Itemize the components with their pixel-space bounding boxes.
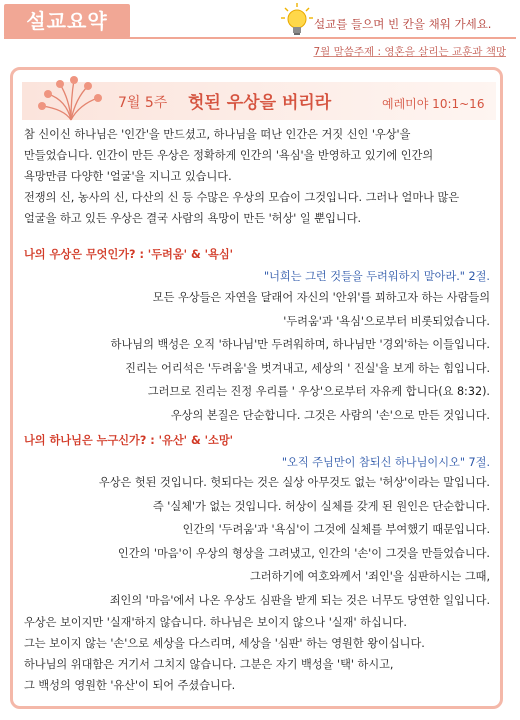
header-tab	[4, 4, 130, 38]
header-tab-label: 설교요약	[26, 9, 108, 33]
sermon-title: 헛된 우상을 버리라	[188, 93, 332, 113]
section1-body	[111, 286, 490, 427]
section1-line: '두려움'과 '욕심'으로부터 비롯되었습니다.	[283, 314, 490, 328]
section1-line: 그러므로 진리는 진정 우리를 ' 우상'으로부터 자유케 합니다(요 8:32).	[147, 385, 490, 398]
flower-icon	[30, 72, 112, 122]
section2-body	[99, 471, 490, 612]
section2-line: 인간의 '마음'이 우상의 형상을 그려냈고, 인간의 '손'이 그것을 만들었습니다.	[117, 546, 490, 560]
lightbulb-icon	[280, 2, 314, 38]
section2-line: 우상은 헛된 것입니다. 헛되다는 것은 실상 아무것도 없는 '허상'이라는 말입니다.	[98, 476, 490, 489]
section2-line: 그러하기에 여호와께서 '죄인'을 심판하시는 그때,	[249, 570, 490, 583]
header-tagline: 설교를 들으며 빈 칸을 채워 가세요.	[314, 17, 492, 31]
conclusion-line: 하나님의 위대함은 거기서 그치지 않습니다. 그분은 자기 백성을 '택' 하시고,	[24, 658, 394, 671]
conclusion-line: 우상은 보이지만 '실재'하지 않습니다. 하나님은 보이지 않으나 '실재' 하십니다.	[24, 616, 407, 629]
conclusion-line: 그 백성의 영원한 '유산'이 되어 주셨습니다.	[24, 679, 236, 692]
monthly-theme: 7월 말씀주제 : 영혼을 살리는 교훈과 책망	[313, 46, 506, 58]
section2-quote: "오직 주님만이 참되신 하나님이시오" 7절.	[281, 456, 490, 469]
section2-line: 인간의 '두려움'과 '욕심'이 그것에 실체를 부여했기 때문입니다.	[182, 523, 490, 536]
section1-line: 하나님의 백성은 오직 '하나님'만 두려워하며, 하나님만 '경외'하는 이들입니다.	[110, 338, 490, 351]
section1-quote: "너희는 그런 것들을 두려워하지 말아라." 2절.	[263, 270, 490, 283]
intro-line: 전쟁의 신, 농사의 신, 다산의 신 등 수많은 우상의 모습이 그것입니다. 그러나 얼마나 많은	[24, 191, 460, 204]
section1-line: 진리는 어리석은 '두려움'을 벗겨내고, 세상의 ' 진실'을 보게 하는 힘입니다.	[125, 361, 490, 375]
conclusion-paragraph	[24, 612, 500, 696]
intro-line: 만들었습니다. 인간이 만든 우상은 정확하게 인간의 '욕심'을 반영하고 있기에 인간의	[24, 149, 434, 162]
intro-line: 얼굴을 하고 있든 우상은 결국 사람의 욕망이 만든 '허상' 일 뿐입니다.	[24, 212, 362, 225]
intro-paragraph	[24, 124, 500, 229]
scripture-reference: 예레미야 10:1~16	[382, 97, 485, 111]
conclusion-line: 그는 보이지 않는 '손'으로 세상을 다스리며, 세상을 '심판' 하는 영원한 왕이십니다.	[24, 637, 425, 650]
section1-line: 모든 우상들은 자연을 달래어 자신의 '안위'를 꾀하고자 하는 사람들의	[152, 291, 490, 304]
header-divider	[4, 37, 516, 39]
section2-heading: 나의 하나님은 누구신가? : '유산' & '소망'	[24, 434, 234, 447]
section1-line: 우상의 본질은 단순합니다. 그것은 사람의 '손'으로 만든 것입니다.	[170, 408, 490, 422]
sermon-date: 7월 5주	[118, 95, 168, 111]
intro-line: 욕망만큼 다양한 '얼굴'을 지니고 있습니다.	[24, 170, 232, 183]
section2-line: 즉 '실체'가 없는 것입니다. 허상이 실체를 갖게 된 원인은 단순합니다.	[152, 499, 490, 513]
section2-line: 죄인의 '마음'에서 나온 우상도 심판을 받게 되는 것은 너무도 당연한 일입니다.	[109, 593, 490, 607]
intro-line: 참 신이신 하나님은 '인간'을 만드셨고, 하나님을 떠난 인간은 거짓 신인 '우상'을	[24, 128, 411, 141]
section1-heading: 나의 우상은 무엇인가? : '두려움' & '욕심'	[24, 248, 234, 261]
